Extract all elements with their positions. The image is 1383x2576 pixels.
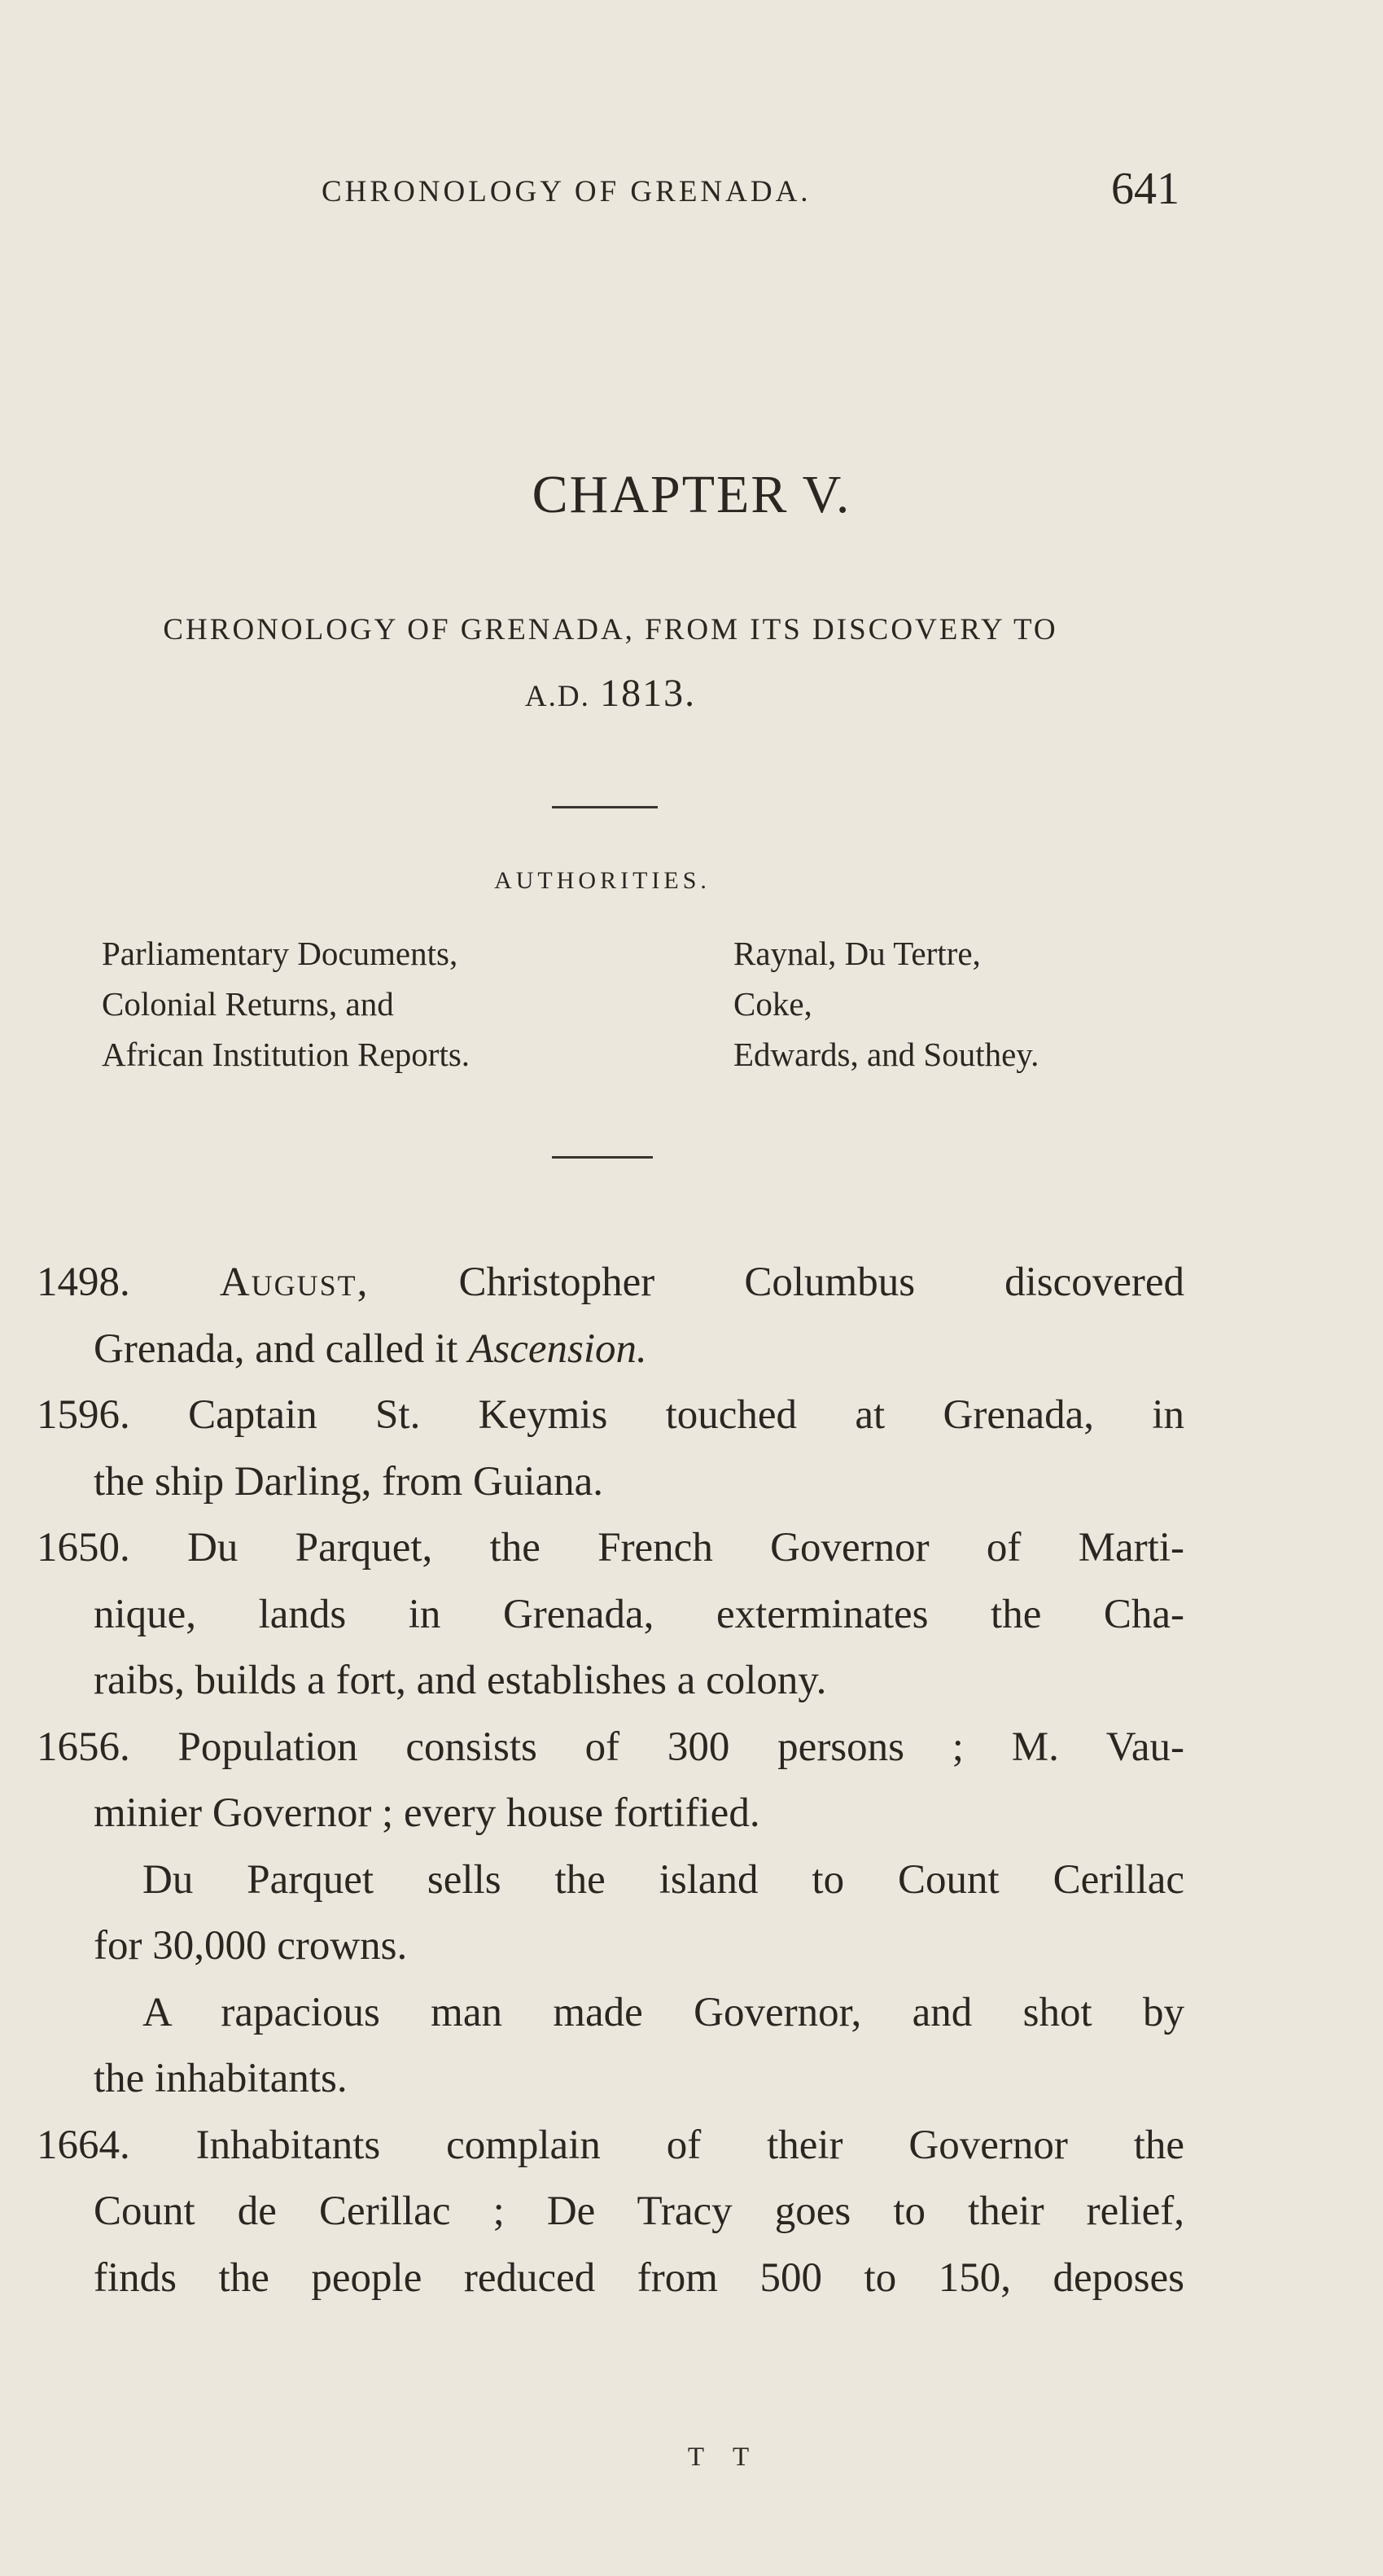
entry-line: raibs, builds a fort, and establishes a colony.	[94, 1658, 827, 1703]
authorities-left-column	[102, 928, 470, 1080]
entry-paragraph-sale	[37, 1847, 1184, 1980]
entry-line: the inhabitants.	[94, 2056, 348, 2101]
entry-line	[37, 1250, 1184, 1316]
authority-item: Coke,	[733, 985, 812, 1023]
authorities-heading: AUTHORITIES.	[494, 867, 711, 894]
entry-line: nique, lands in Grenada, exterminates the Cha-	[94, 1591, 1184, 1637]
subtitle-era: A.D.	[524, 680, 590, 713]
section-divider	[552, 806, 658, 808]
chapter-subtitle-line-1: CHRONOLOGY OF GRENADA, FROM ITS DISCOVERY TO	[163, 613, 1058, 646]
entry-paragraph-governor	[37, 1980, 1184, 2113]
chapter-subtitle	[49, 598, 1172, 729]
entry-text: Grenada, and called it	[94, 1325, 458, 1372]
authorities-right-column	[733, 928, 1039, 1080]
running-title: CHRONOLOGY OF GRENADA.	[322, 175, 812, 208]
entry-line: 1664. Inhabitants complain of their Governor the	[37, 2122, 1184, 2168]
entry-line: Count de Cerillac ; De Tracy goes to their relief,	[94, 2188, 1184, 2234]
entry-year: 1498.	[37, 1260, 130, 1305]
chronology-entries	[37, 1250, 1184, 2311]
section-divider	[552, 1156, 653, 1159]
chapter-subtitle-line-2	[49, 662, 1172, 729]
entry-1650	[37, 1515, 1184, 1715]
authority-item: Colonial Returns, and	[102, 985, 394, 1023]
entry-line: A rapacious man made Governor, and shot by	[142, 1989, 1184, 2035]
entry-line: minier Governor ; every house fortified.	[94, 1790, 760, 1836]
entry-line: 1596. Captain St. Keymis touched at Grenada, in	[37, 1392, 1184, 1438]
entry-line: Du Parquet sells the island to Count Cerillac	[142, 1856, 1184, 1903]
ship-name: Ascension.	[468, 1325, 647, 1372]
running-header	[0, 163, 1383, 220]
entry-1656	[37, 1715, 1184, 1847]
entry-1664	[37, 2113, 1184, 2312]
authority-item: Parliamentary Documents,	[102, 935, 458, 972]
subtitle-year: 1813.	[600, 672, 697, 715]
authority-item: African Institution Reports.	[102, 1036, 470, 1073]
entry-line	[37, 1316, 1184, 1383]
authority-item: Raynal, Du Tertre,	[733, 935, 981, 972]
entry-1596	[37, 1382, 1184, 1515]
entry-month: August,	[219, 1260, 370, 1305]
entry-text: Christopher Columbus discovered	[458, 1260, 1185, 1305]
entry-line: the ship Darling, from Guiana.	[94, 1458, 604, 1505]
chapter-heading: CHAPTER V.	[532, 465, 851, 524]
entry-line: 1656. Population consists of 300 persons ; M. Vau-	[37, 1724, 1184, 1770]
entry-line: finds the people reduced from 500 to 150, deposes	[94, 2254, 1184, 2301]
entry-line: for 30,000 crowns.	[94, 1923, 408, 1969]
signature-mark: T T	[687, 2442, 761, 2472]
page-number: 641	[1111, 164, 1179, 214]
authority-item: Edwards, and Southey.	[733, 1036, 1039, 1073]
entry-1498	[37, 1250, 1184, 1382]
entry-line: 1650. Du Parquet, the French Governor of Marti-	[37, 1525, 1184, 1571]
